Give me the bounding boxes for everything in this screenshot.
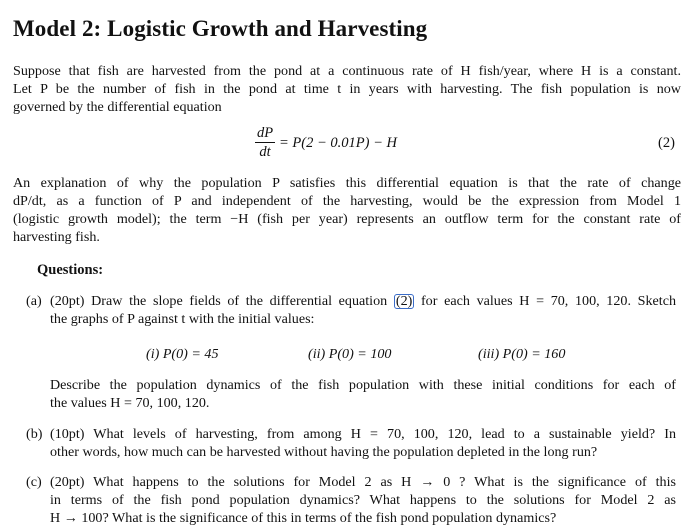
equation-right-hand-side: = P(2 − 0.01P) − H (279, 135, 397, 151)
question-line-start: (20pt) Draw the slope fields of the differential equation (50, 293, 388, 309)
question-text (50, 425, 676, 461)
explanation-line: dP/dt, as a function of P and independent of the harvesting, would be the expression from Model 1 (13, 193, 681, 209)
question-c (26, 473, 676, 527)
question-text (50, 473, 676, 527)
intro-line: governed by the differential equation (13, 99, 222, 115)
question-line: the graphs of P against t with the initial values: (50, 311, 315, 327)
differential-equation (0, 125, 700, 165)
question-line: Describe the population dynamics of the fish population with these initial conditions for each of (50, 377, 676, 393)
questions-heading: Questions: (37, 262, 104, 278)
question-label: (c) (26, 474, 42, 490)
question-line: the values H = 70, 100, 120. (50, 395, 210, 411)
equation-numerator: dP (257, 125, 274, 141)
page-title: Model 2: Logistic Growth and Harvesting (13, 16, 428, 41)
question-line-end: for each values H = 70, 100, 120. Sketch (420, 293, 676, 309)
question-label: (b) (26, 426, 43, 442)
explanation-line: An explanation of why the population P satisfies this differential equation is that the rate of change (13, 175, 681, 191)
question-line: H → 100? What is the significance of this in terms of the fish pond population dynamics? (50, 510, 557, 526)
equation-number: (2) (658, 135, 675, 151)
intro-paragraph (13, 62, 681, 116)
question-line (50, 292, 676, 310)
question-line: other words, how much can be harvested without having the population depleted in the long run? (50, 444, 598, 460)
intro-line: Suppose that fish are harvested from the pond at a continuous rate of H fish/year, where H is a constant. (13, 63, 681, 79)
intro-line: Let P be the number of fish in the pond at time t in years with harvesting. The fish population is now (13, 81, 681, 97)
question-line: in terms of the fish pond population dynamics? What happens to the solutions for Model 2 as (50, 492, 676, 508)
initial-value-iii: (iii) P(0) = 160 (478, 346, 566, 362)
question-line: (20pt) What happens to the solutions for Model 2 as H → 0 ? What is the significance of this (50, 474, 676, 490)
explanation-line: harvesting fish. (13, 229, 100, 245)
equation-reference-link[interactable]: (2) (395, 293, 413, 309)
question-text (50, 376, 676, 412)
equation-denominator: dt (259, 144, 271, 160)
explanation-line: (logistic growth model); the term −H (fish per year) represents an outflow term for the constant rate of (13, 211, 681, 227)
question-b (26, 425, 676, 461)
initial-value-ii: (ii) P(0) = 100 (308, 346, 392, 362)
question-text (50, 292, 676, 328)
question-label: (a) (26, 293, 42, 309)
initial-value-i: (i) P(0) = 45 (146, 346, 219, 362)
equation-fraction (255, 125, 275, 162)
question-a-continued (26, 376, 676, 412)
question-a (26, 292, 676, 328)
explanation-paragraph (13, 174, 681, 246)
question-line: (10pt) What levels of harvesting, from among H = 70, 100, 120, lead to a sustainable yield? In (50, 426, 676, 442)
